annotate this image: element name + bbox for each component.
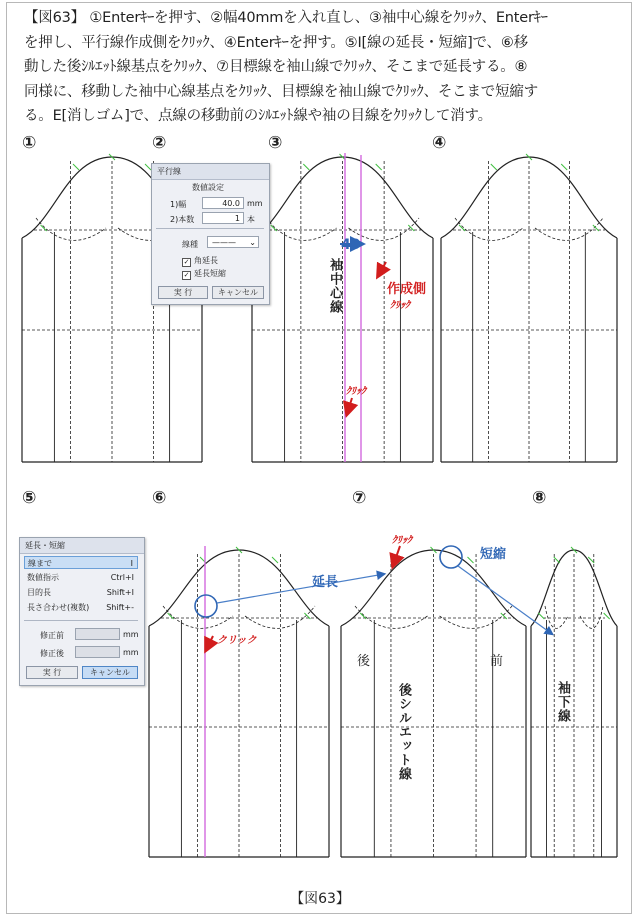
sleeve-pattern (441, 154, 617, 462)
step-number-6: ⑥ (152, 488, 167, 508)
under-cap-curve (455, 218, 523, 240)
notch-mark (376, 164, 382, 170)
menu-item-label: 目的長 (27, 588, 51, 597)
execute-button[interactable]: 実 行 (26, 666, 78, 679)
execute-button[interactable]: 実 行 (158, 286, 208, 299)
cancel-button[interactable]: キャンセル (212, 286, 264, 299)
count-unit: 本 (247, 215, 255, 224)
step-number-3: ③ (268, 133, 283, 153)
menu-item-length-match[interactable] (24, 601, 138, 614)
pointer-arrow (347, 398, 352, 414)
instruction-line: 動した後ｼﾙｴｯﾄ線基点をｸﾘｯｸ、⑦目標線を袖山線でｸﾘｯｸ、そこまで延長する。⑧ (24, 59, 528, 75)
under-cap-curve (545, 606, 568, 628)
under-cap-curve (535, 218, 603, 240)
step-number-7: ⑦ (352, 488, 367, 508)
checkbox-checked-icon: ✓ (183, 258, 190, 266)
cancel-button[interactable]: キャンセル (82, 666, 138, 679)
notch-mark (303, 164, 309, 170)
instruction-line: 【図63】 ①Enterｷｰを押す、②幅40mmを入れ直し、③袖中心線をｸﾘｯｸ、Enterｷｰ (24, 10, 548, 26)
after-unit: mm (123, 648, 139, 657)
extend-shorten-checkbox[interactable] (182, 268, 226, 280)
notch-mark (73, 164, 79, 170)
underarm-line-label: 袖下線 (555, 681, 570, 723)
extend-shorten-label: 延長短縮 (194, 269, 226, 278)
before-input[interactable] (75, 628, 120, 640)
step-number-4: ④ (432, 133, 447, 153)
numeric-settings-label: 数値設定 (192, 183, 224, 192)
menu-item-label: 長さ合わせ(複数) (27, 603, 90, 612)
linetype-label: 線種 (182, 240, 198, 249)
count-input[interactable]: 1 (202, 212, 244, 224)
checkbox-checked-icon: ✓ (183, 271, 190, 279)
under-cap-curve (580, 606, 603, 628)
back-label: 後 (357, 654, 371, 669)
instruction-line: 同様に、移動した袖中心線基点をｸﾘｯｸ、目標線を袖山線でｸﾘｯｸ、そこまで短縮す (24, 83, 538, 100)
sleeve-pattern (149, 546, 329, 857)
pointer-arrow (378, 262, 386, 276)
target-circle (195, 595, 217, 617)
click-label: ｸﾘｯｸ (390, 300, 410, 311)
step-number-5: ⑤ (22, 488, 37, 508)
before-label: 修正前 (40, 631, 64, 640)
front-label: 前 (490, 654, 504, 669)
extend-shorten-dialog (19, 537, 145, 686)
menu-item-numeric[interactable] (24, 571, 138, 584)
menu-item-to-line[interactable] (24, 556, 138, 569)
menu-item-label: 線まで (28, 559, 52, 568)
corner-extend-checkbox[interactable] (182, 255, 218, 267)
divider (156, 228, 264, 229)
click-label: ｸﾘｯｸ (392, 535, 412, 546)
instruction-line: を押し、平行線作成側をｸﾘｯｸ、④Enterｷｰを押す。⑤I[線の延長・短縮]で、⑥移 (24, 34, 528, 51)
linetype-select[interactable]: ——— ⌄ (207, 236, 259, 248)
click-label: クリック (217, 635, 257, 646)
offset-40-label: 40 (341, 237, 361, 253)
back-silhouette-line-label: 後シルエット線 (396, 683, 411, 781)
sleeve-pattern (341, 547, 526, 857)
menu-item-shortcut: Shift+- (106, 603, 134, 612)
notch-mark (561, 164, 567, 170)
chevron-down-icon: ⌄ (249, 238, 256, 247)
before-unit: mm (123, 630, 139, 639)
dialog-title: 延長・短縮 (20, 538, 144, 554)
width-label: 1)幅 (170, 200, 187, 209)
width-unit: mm (247, 199, 263, 208)
instruction-line: る。E[消しゴム]で、点線の移動前のｼﾙｴｯﾄ線や袖の目線をｸﾘｯｸして消す。 (24, 108, 492, 124)
step-number-2: ② (152, 133, 167, 153)
click-label: ｸﾘｯｸ (346, 386, 366, 397)
sleeve-center-line-label: 袖中心線 (327, 258, 342, 314)
after-label: 修正後 (40, 649, 64, 658)
menu-item-target-length[interactable] (24, 586, 138, 599)
shorten-arrow (458, 566, 552, 634)
shorten-label: 短縮 (480, 547, 507, 562)
menu-item-shortcut: I (130, 559, 133, 568)
dialog-title: 平行線 (152, 164, 269, 180)
extend-label: 延長 (312, 575, 339, 590)
after-input[interactable] (75, 646, 120, 658)
notch-mark (491, 164, 497, 170)
step-number-8: ⑧ (532, 488, 547, 508)
step-number-1: ① (22, 133, 37, 153)
notch-mark (272, 557, 278, 563)
notch-mark (538, 613, 544, 619)
create-side-label: 作成側 (387, 282, 427, 297)
notch-mark (554, 557, 560, 563)
pointer-arrow (206, 636, 213, 650)
sleeve-pattern (531, 547, 617, 857)
menu-item-shortcut: Ctrl+I (110, 573, 134, 582)
width-input[interactable]: 40.0 (202, 197, 244, 209)
notch-mark (468, 557, 474, 563)
count-label: 2)本数 (170, 215, 195, 224)
menu-item-label: 数値指示 (27, 573, 59, 582)
corner-extend-label: 角延長 (194, 256, 218, 265)
divider (24, 620, 138, 621)
figure-caption: 【図63】 (290, 891, 350, 907)
parallel-line-dialog (151, 163, 270, 305)
menu-item-shortcut: Shift+I (106, 588, 134, 597)
